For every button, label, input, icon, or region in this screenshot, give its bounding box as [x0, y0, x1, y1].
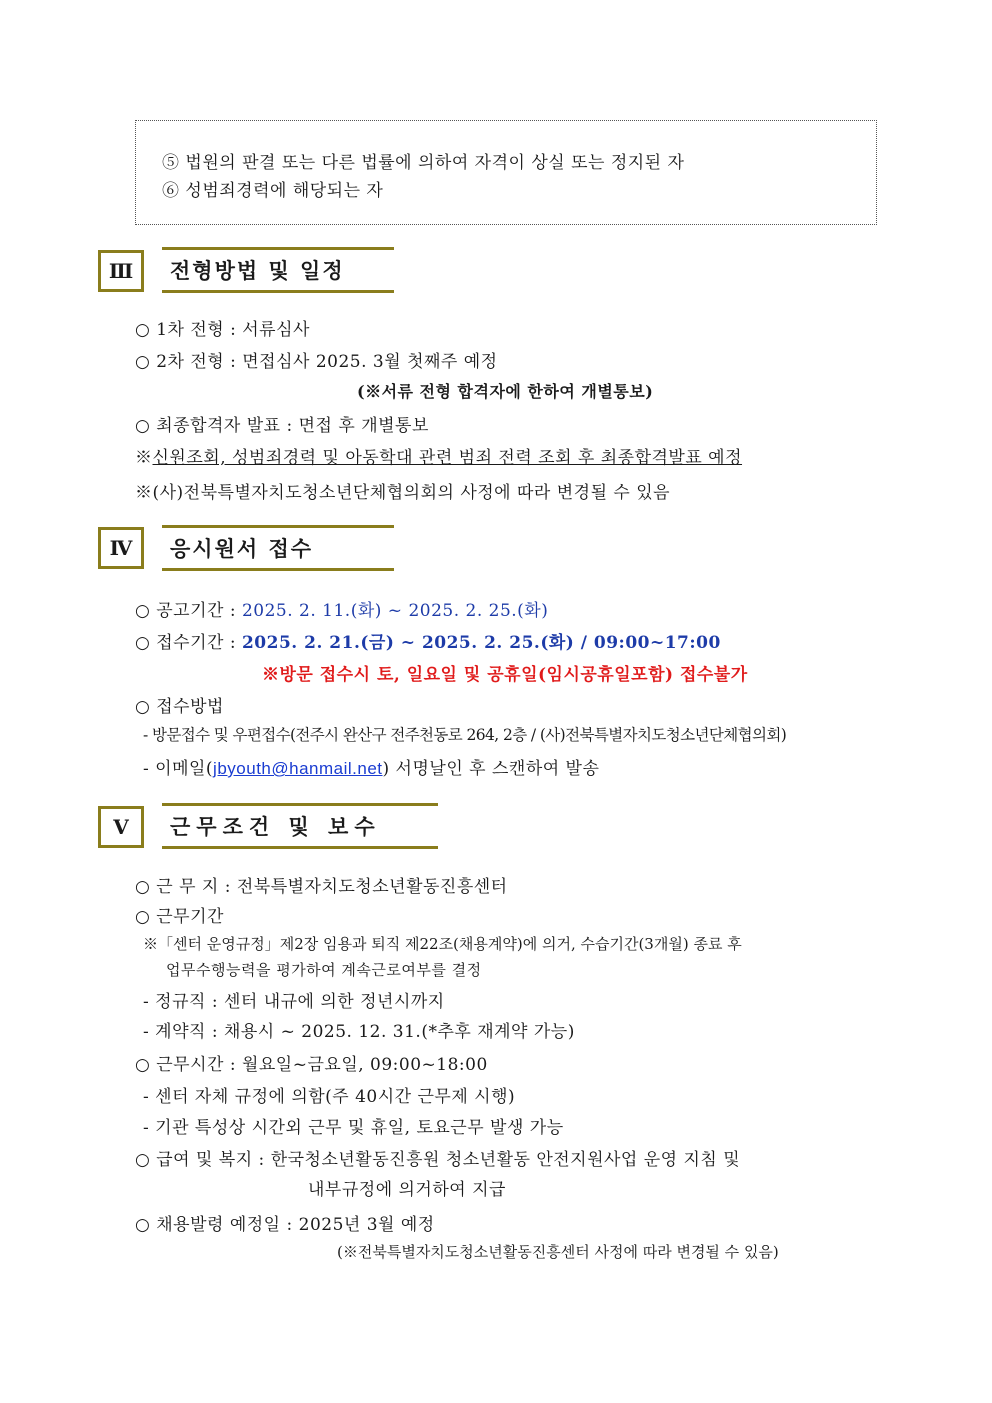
sec5-line-3b: 업무수행능력을 평가하여 계속근로여부를 결정	[166, 961, 482, 979]
sec5-line-9: ○ 급여 및 복지 : 한국청소년활동진흥원 청소년활동 안전지원사업 운영 지침 및	[135, 1150, 741, 1170]
sec5-line-4: - 정규직 : 센터 내규에 의한 정년시까지	[143, 992, 445, 1012]
sec3-line-4-text: 신원조회, 성범죄경력 및 아동학대 관련 범죄 전력 조회 후 최종합격발표 예정	[152, 448, 743, 468]
section-4-number: Ⅳ	[98, 527, 144, 569]
sec3-line-3: ○ 최종합격자 발표 : 면접 후 개별통보	[135, 416, 429, 436]
sec5-line-10: ○ 채용발령 예정일 : 2025년 3월 예정	[135, 1215, 435, 1235]
application-period-value: 2025. 2. 21.(금) ~ 2025. 2. 25.(화) / 09:00~17:00	[241, 633, 721, 653]
email-link[interactable]: jbyouth@hanmail.net	[213, 759, 383, 778]
sec4-line-3: ○ 접수방법	[135, 697, 224, 717]
sec5-line-2: ○ 근무기간	[135, 907, 224, 927]
sec4-line-5	[143, 754, 599, 779]
sec5-line-5: - 계약직 : 채용시 ~ 2025. 12. 31.(*추후 재계약 가능)	[143, 1022, 575, 1042]
sec5-line-6: ○ 근무시간 : 월요일~금요일, 09:00~18:00	[135, 1055, 488, 1075]
note-mark: ※	[135, 448, 153, 468]
section-5-title: 근무조건 및 보수	[162, 803, 438, 849]
email-suffix: ) 서명날인 후 스캔하여 발송	[382, 759, 600, 779]
sec3-line-4	[135, 443, 742, 468]
sec5-line-8: - 기관 특성상 시간외 근무 및 휴일, 토요근무 발생 가능	[143, 1118, 564, 1138]
section-4-title: 응시원서 접수	[162, 525, 394, 571]
sec5-line-1: ○ 근 무 지 : 전북특별자치도청소년활동진흥센터	[135, 877, 508, 897]
section-5-number: Ⅴ	[98, 806, 144, 848]
sec5-line-7: - 센터 자체 규정에 의함(주 40시간 근무제 시행)	[143, 1087, 516, 1107]
sec3-line-2-note: (※서류 전형 합격자에 한하여 개별통보)	[357, 382, 654, 401]
sec4-line-2-note: ※방문 접수시 토, 일요일 및 공휴일(임시공휴일포함) 접수불가	[262, 665, 748, 685]
section-3-number: Ⅲ	[98, 250, 144, 292]
box-item-5: ⑤ 법원의 판결 또는 다른 법률에 의하여 자격이 상실 또는 정지된 자	[162, 153, 685, 173]
sec4-line-1	[135, 596, 548, 621]
sec3-line-5: ※(사)전북특별자치도청소년단체협의회의 사정에 따라 변경될 수 있음	[135, 483, 671, 503]
sec4-line-4: - 방문접수 및 우편접수(전주시 완산구 전주천동로 264, 2층 / (사)전북특별자치도청소년단체협의회)	[143, 726, 787, 744]
section-3-title: 전형방법 및 일정	[162, 247, 394, 293]
sec5-line-10-note: (※전북특별자치도청소년활동진흥센터 사정에 따라 변경될 수 있음)	[337, 1243, 779, 1261]
email-prefix: - 이메일(	[143, 759, 214, 779]
application-period-label: ○ 접수기간 :	[135, 633, 242, 653]
sec3-line-1: ○ 1차 전형 : 서류심사	[135, 320, 310, 340]
box-item-6: ⑥ 성범죄경력에 해당되는 자	[162, 181, 384, 201]
sec5-line-9b: 내부규정에 의거하여 지급	[308, 1180, 506, 1200]
posting-period-value: 2025. 2. 11.(화) ~ 2025. 2. 25.(화)	[241, 601, 549, 621]
sec4-line-2	[135, 628, 721, 653]
sec5-line-3: ※「센터 운영규정」제2장 임용과 퇴직 제22조(채용계약)에 의거, 수습기간(3개월) 종료 후	[143, 935, 742, 953]
posting-period-label: ○ 공고기간 :	[135, 601, 242, 621]
sec3-line-2: ○ 2차 전형 : 면접심사 2025. 3월 첫째주 예정	[135, 352, 498, 372]
